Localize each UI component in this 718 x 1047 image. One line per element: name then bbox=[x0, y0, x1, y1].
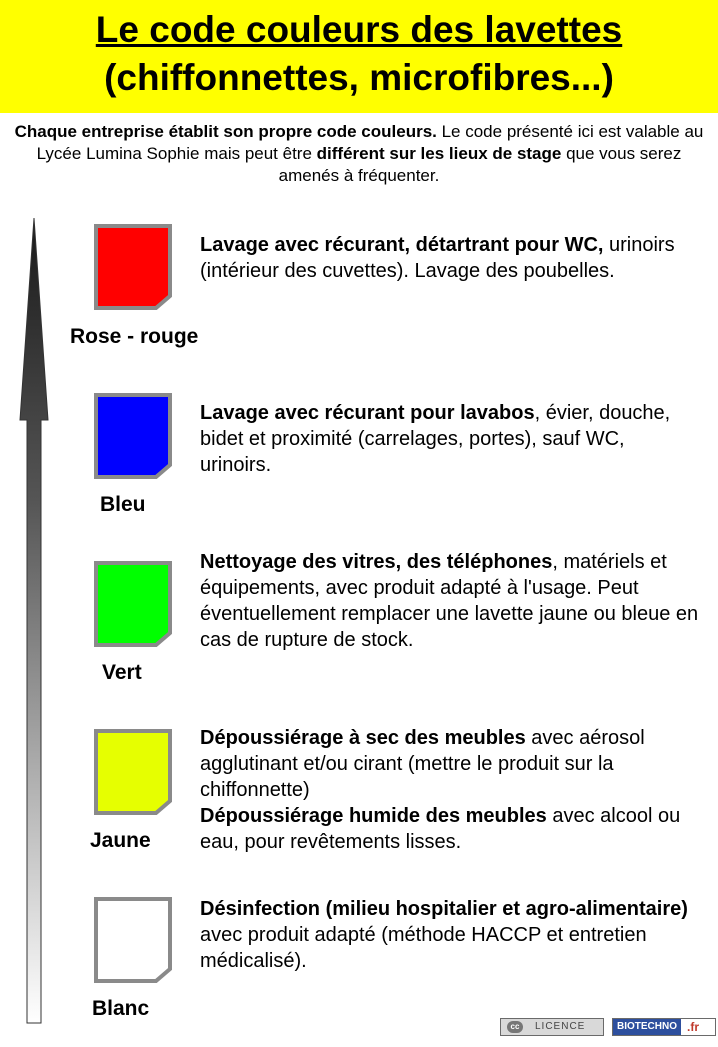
biotechno-fr-label: .fr bbox=[687, 1020, 699, 1034]
cc-icon: cc bbox=[507, 1021, 523, 1033]
desc-bold-2: Dépoussiérage humide des meubles bbox=[200, 805, 547, 827]
page-subtitle: (chiffonnettes, microfibres...) bbox=[104, 57, 614, 98]
desc-text: , matériels et équipements, avec produit adapté à l'usage. Peut éventuellement remplacer une lavette jaune ou bleue en cas de rupture de stock. bbox=[200, 551, 699, 651]
cc-licence-badge[interactable] bbox=[500, 1018, 604, 1036]
swatch-bleu bbox=[94, 393, 172, 479]
licence-label: LICENCE bbox=[535, 1021, 586, 1032]
swatch-label-blanc: Blanc bbox=[92, 997, 150, 1020]
desc-rose-rouge bbox=[200, 232, 700, 284]
desc-text: avec aérosol agglutinant et/ou cirant (mettre le produit sur la chiffonnette) bbox=[200, 727, 645, 801]
swatch-vert bbox=[94, 561, 172, 647]
swatch-label-bleu: Bleu bbox=[100, 493, 146, 516]
intro-text-2: que vous serez amenés à fréquenter. bbox=[278, 144, 682, 185]
intro-bold-2: différent sur les lieux de stage bbox=[316, 144, 562, 163]
swatch-label-vert: Vert bbox=[102, 661, 142, 684]
swatch-label-rose-rouge: Rose - rouge bbox=[70, 325, 199, 348]
desc-jaune bbox=[200, 725, 700, 855]
intro-text-1: Le code présenté ici est valable au Lycée Lumina Sophie mais peut être bbox=[36, 122, 704, 163]
desc-bold: Nettoyage des vitres, des téléphones bbox=[200, 551, 553, 573]
intro-paragraph bbox=[8, 121, 710, 187]
title-band bbox=[0, 0, 718, 113]
desc-blanc bbox=[200, 896, 700, 974]
biotechno-badge[interactable] bbox=[612, 1018, 716, 1036]
desc-bold: Lavage avec récurant pour lavabos bbox=[200, 402, 535, 424]
desc-bold: Dépoussiérage à sec des meubles bbox=[200, 727, 526, 749]
gradient-arrow-icon bbox=[0, 0, 70, 1047]
intro-bold-1: Chaque entreprise établit son propre code couleurs. bbox=[14, 122, 437, 141]
swatch-blanc bbox=[94, 897, 172, 983]
desc-bold: Désinfection (milieu hospitalier et agro-alimentaire) bbox=[200, 898, 688, 920]
swatch-rose-rouge bbox=[94, 224, 172, 310]
desc-vert bbox=[200, 549, 700, 653]
desc-text: , évier, douche, bidet et proximité (carrelages, portes), sauf WC, urinoirs. bbox=[200, 402, 671, 476]
desc-bleu bbox=[200, 400, 700, 478]
desc-text: avec produit adapté (méthode HACCP et entretien médicalisé). bbox=[200, 924, 647, 972]
page-title: Le code couleurs des lavettes bbox=[95, 9, 623, 50]
swatch-jaune bbox=[94, 729, 172, 815]
desc-text: urinoirs (intérieur des cuvettes). Lavage des poubelles. bbox=[200, 234, 675, 282]
desc-text-2: avec alcool ou eau, pour revêtements lisses. bbox=[200, 805, 681, 853]
desc-bold: Lavage avec récurant, détartrant pour WC, bbox=[200, 234, 604, 256]
biotechno-label: BIOTECHNO bbox=[613, 1019, 681, 1035]
swatch-label-jaune: Jaune bbox=[90, 829, 151, 852]
